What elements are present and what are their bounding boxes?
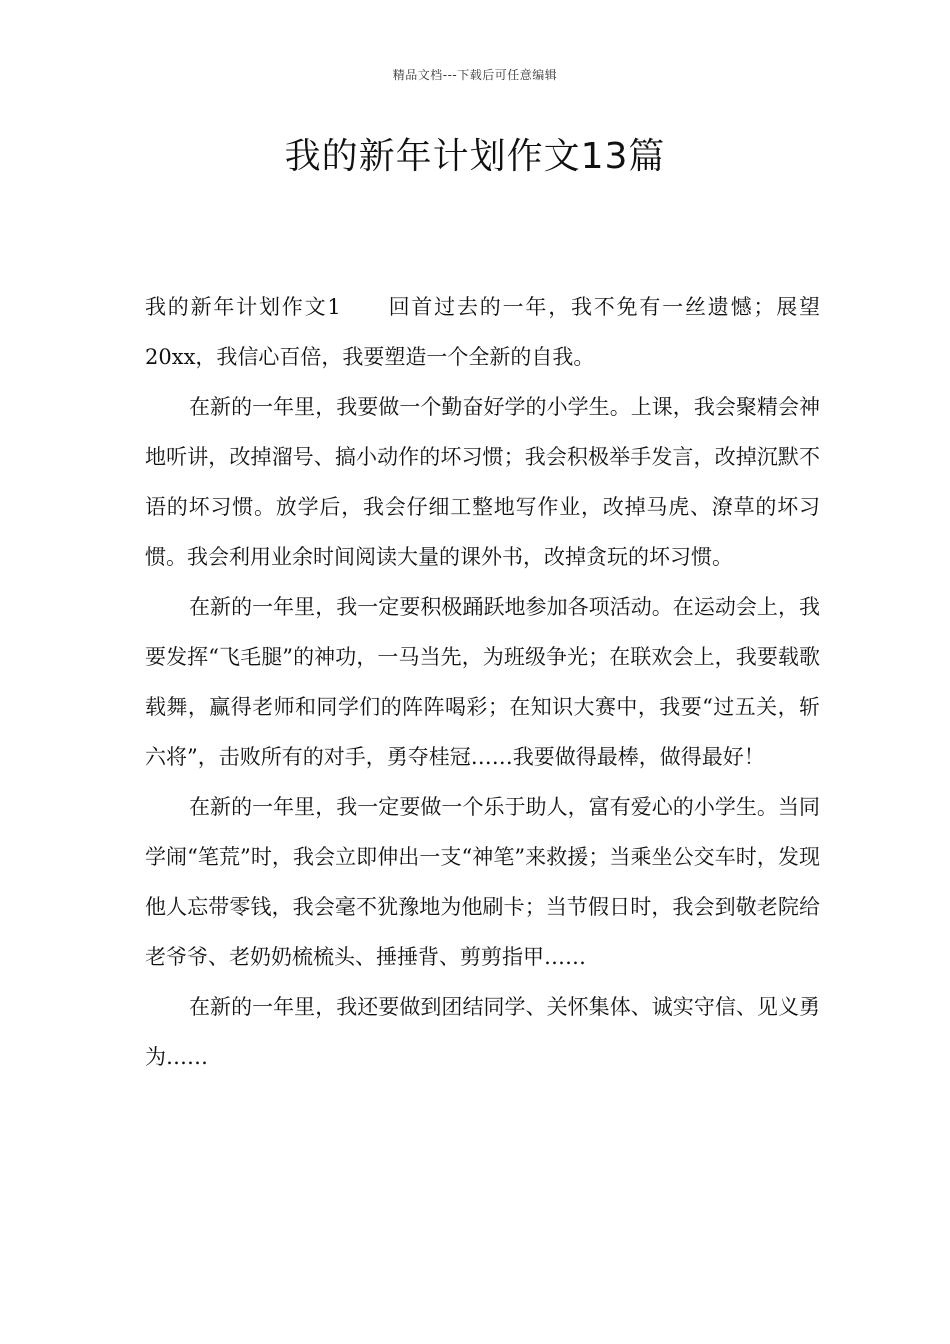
section-label: 我的新年计划作文1 bbox=[145, 295, 341, 319]
body-paragraph-2: 在新的一年里，我一定要积极踊跃地参加各项活动。在运动会上，我要发挥“飞毛腿”的神功，一马当先，为班级争光；在联欢会上，我要载歌载舞，赢得老师和同学们的阵阵喝彩；在知识大赛中，我要“过五关，斩六将”，击败所有的对手，勇夺桂冠……我要做得最棒，做得最好！ bbox=[145, 595, 820, 769]
body-paragraph-3: 在新的一年里，我一定要做一个乐于助人，富有爱心的小学生。当同学闹“笔荒”时，我会立即伸出一支“神笔”来救援；当乘坐公交车时，发现他人忘带零钱，我会毫不犹豫地为他刷卡；当节假日时，我会到敬老院给老爷爷、老奶奶梳梳头、捶捶背、剪剪指甲…… bbox=[145, 795, 820, 969]
intro-paragraph bbox=[145, 282, 820, 382]
document-title: 我的新年计划作文13篇 bbox=[284, 136, 666, 177]
body-paragraph-4: 在新的一年里，我还要做到团结同学、关怀集体、诚实守信、见义勇为…… bbox=[145, 995, 820, 1069]
document-body bbox=[145, 282, 820, 1082]
header-note: 精品文档---下载后可任意编辑 bbox=[392, 68, 558, 82]
intro-text: 回首过去的一年，我不免有一丝遗憾；展望20xx，我信心百倍，我要塑造一个全新的自我。 bbox=[145, 295, 820, 369]
body-paragraph-1: 在新的一年里，我要做一个勤奋好学的小学生。上课，我会聚精会神地听讲，改掉溜号、搞小动作的坏习惯；我会积极举手发言，改掉沉默不语的坏习惯。放学后，我会仔细工整地写作业，改掉马虎、潦草的坏习惯。我会利用业余时间阅读大量的课外书，改掉贪玩的坏习惯。 bbox=[145, 395, 820, 569]
